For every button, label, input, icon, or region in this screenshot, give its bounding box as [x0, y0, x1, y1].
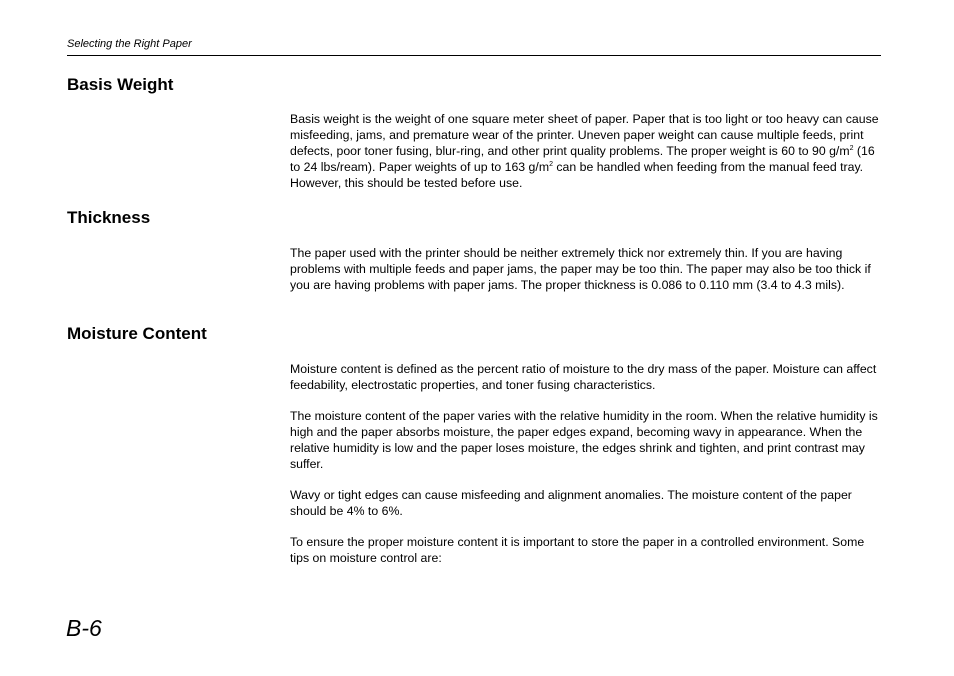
- superscript-2: 2: [549, 160, 553, 168]
- thickness-paragraph: The paper used with the printer should be neither extremely thick nor extremely thin. If you are having problems with multiple feeds and paper jams, the paper may be too thin. The paper may also be too thick if you are having problems with paper jams. The proper thickness is 0.086 to 0.110 mm (3.4 to 4.3 mils).: [290, 246, 871, 292]
- section-title-moisture-content: Moisture Content: [67, 324, 207, 343]
- basis-weight-paragraph: [290, 111, 882, 191]
- moisture-paragraph-2: The moisture content of the paper varies with the relative humidity in the room. When the relative humidity is high and the paper absorbs moisture, the paper edges expand, becoming wavy in appearance. When the relative humidity is low and the paper loses moisture, the edges shrink and tighten, and print contrast may suffer.: [290, 409, 878, 471]
- section-title-basis-weight: Basis Weight: [67, 75, 174, 94]
- header-rule: [67, 55, 881, 56]
- basis-weight-text-2: (16 to 24 lbs/ream). Paper weights of up to 163 g/m: [290, 144, 875, 174]
- basis-weight-text-1: Basis weight is the weight of one square meter sheet of paper. Paper that is too light or too heavy can cause misfeeding, jams, and premature wear of the printer. Uneven paper weight can cause multiple feeds, print defects, poor toner fusing, blur-ring, and other print quality problems. The proper weight is 60 to 90 g/m: [290, 112, 879, 158]
- moisture-paragraph-4: To ensure the proper moisture content it is important to store the paper in a controlled environment. Some tips on moisture control are:: [290, 535, 865, 565]
- basis-weight-text-3: can be handled when feeding from the manual feed tray. However, this should be tested before use.: [290, 160, 864, 190]
- section-title-thickness: Thickness: [67, 208, 151, 227]
- superscript-2: 2: [849, 144, 854, 152]
- running-header: Selecting the Right Paper: [67, 38, 192, 50]
- page-number: B-6: [66, 615, 102, 641]
- moisture-paragraph-3: Wavy or tight edges can cause misfeeding and alignment anomalies. The moisture content of the paper should be 4% to 6%.: [290, 488, 852, 518]
- moisture-paragraph-1: Moisture content is defined as the percent ratio of moisture to the dry mass of the paper. Moisture can affect feedability, electrostatic properties, and toner fusing characteristics.: [290, 362, 877, 392]
